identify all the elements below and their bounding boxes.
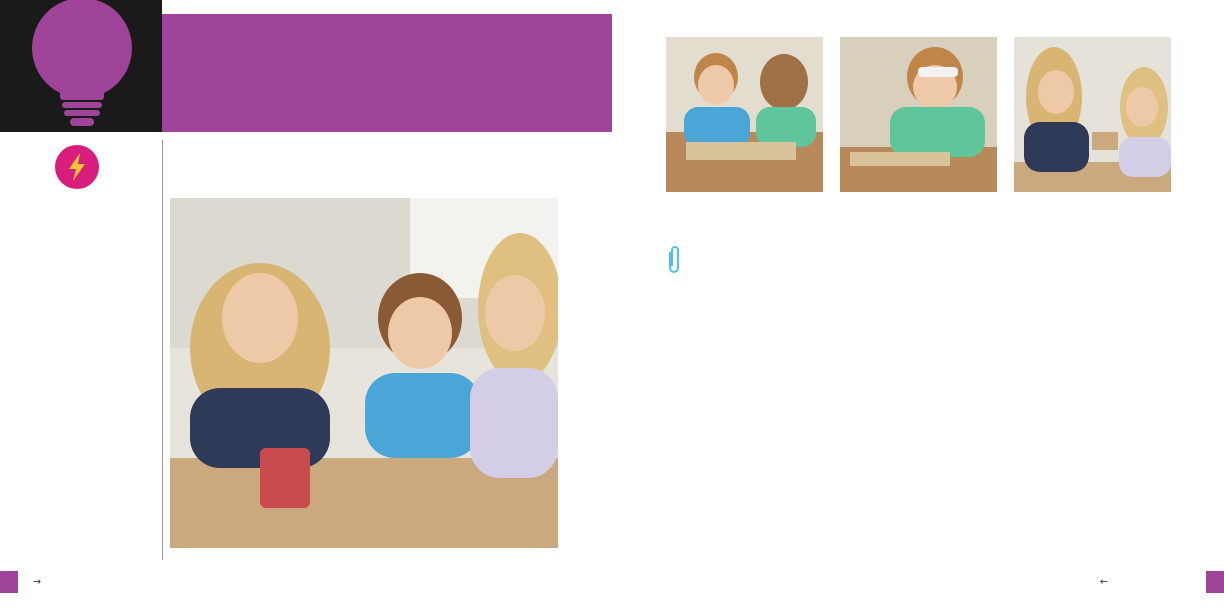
- left-footer-mark: [0, 571, 18, 593]
- energy-badge: [55, 145, 99, 189]
- lab-info-sidebar: [55, 197, 155, 205]
- main-photo: [170, 198, 558, 548]
- fig3-photo: [1014, 37, 1171, 192]
- lightbulb-icon: [28, 0, 136, 130]
- fig1-photo: [666, 37, 823, 192]
- instructions: [840, 244, 1170, 254]
- column-divider: [162, 140, 163, 560]
- lightning-bolt-icon: [55, 145, 99, 189]
- paperclip-icon: [666, 244, 682, 276]
- color-stripes: [162, 0, 612, 14]
- fig2-photo: [840, 37, 997, 192]
- arrow-left-icon: ←: [1100, 576, 1109, 588]
- kids-with-generator-illustration: [170, 198, 558, 548]
- title-band: [162, 14, 612, 132]
- right-footer: [1100, 576, 1108, 588]
- right-footer-mark: [1206, 571, 1224, 593]
- arrow-right-icon: →: [33, 576, 42, 588]
- instructions-continued: [840, 448, 1170, 458]
- left-footer: [33, 576, 41, 588]
